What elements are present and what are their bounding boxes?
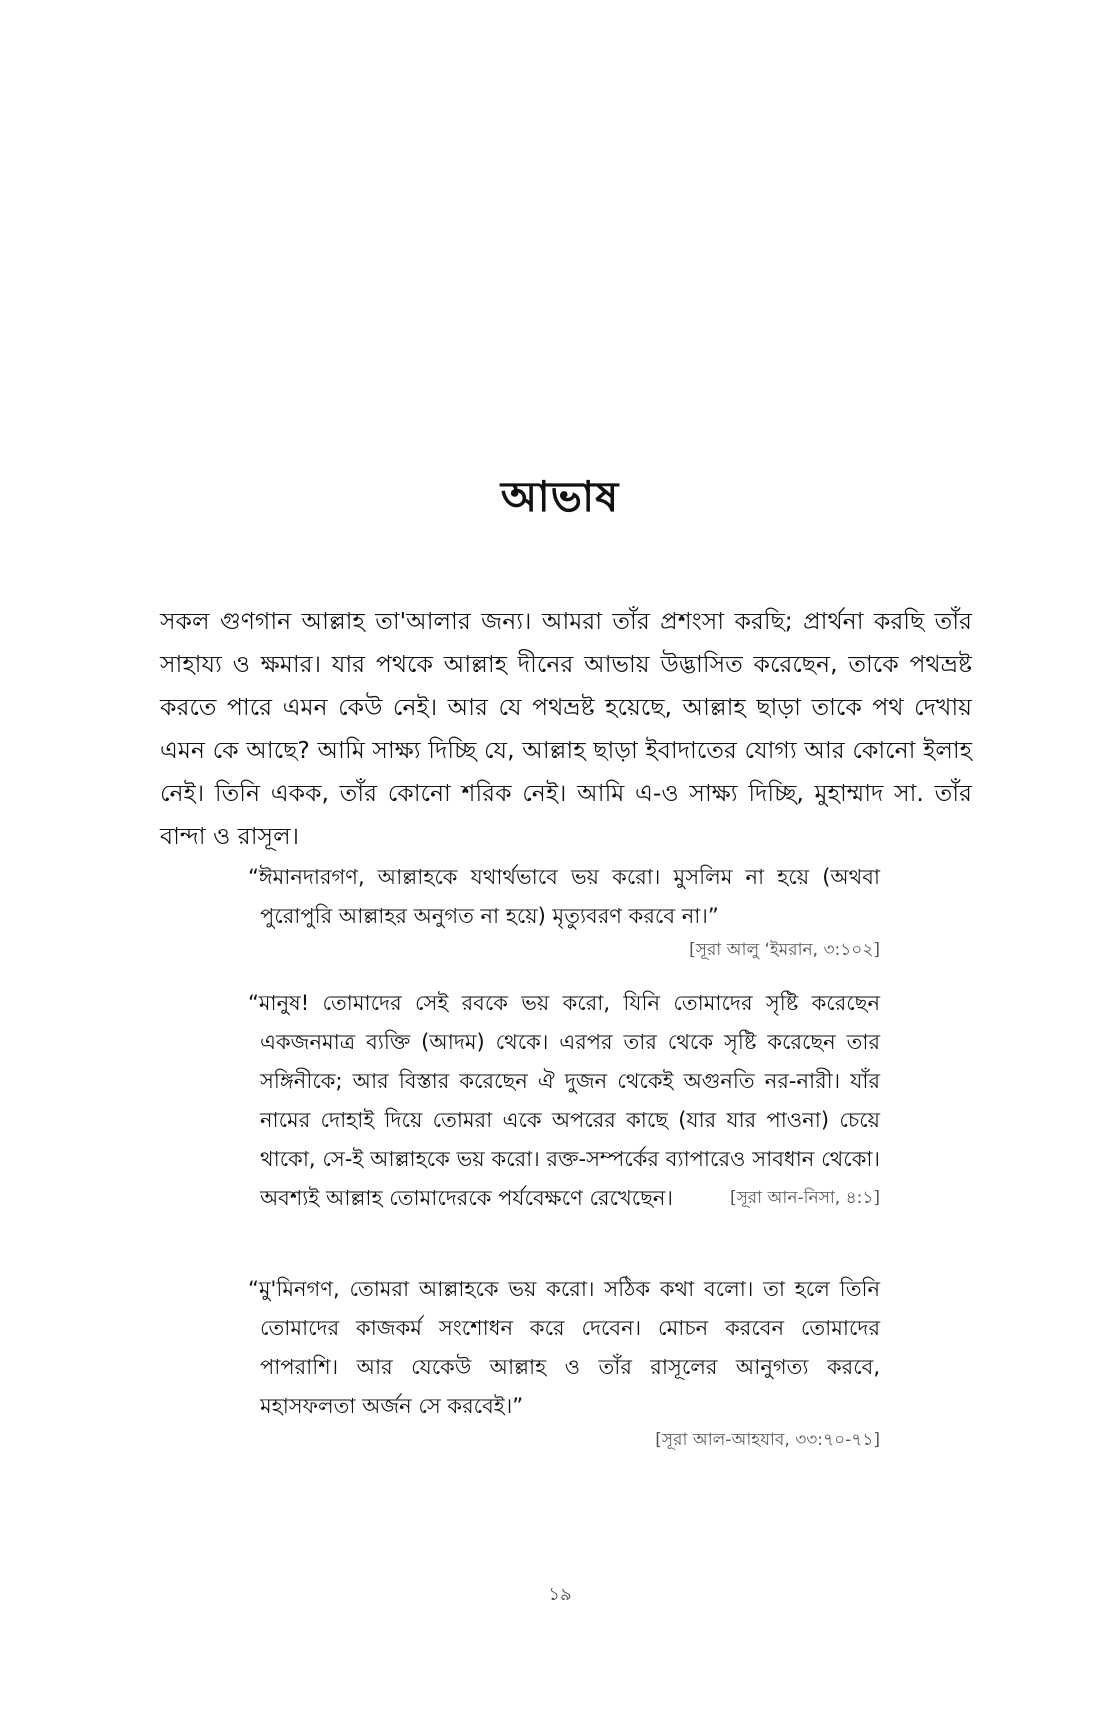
quote-block bbox=[248, 1270, 880, 1454]
page-number: ১৯ bbox=[548, 1584, 572, 1605]
quote-block bbox=[248, 858, 880, 964]
intro-paragraph: সকল গুণগান আল্লাহ তা'আলার জন্য। আমরা তাঁর প্রশংসা করছি; প্রার্থনা করছি তাঁর সাহায্য ও ক্ষমার। যার পথকে আল্লাহ দীনের আভায় উদ্ভাসিত করেছেন, তাকে পথভ্রষ্ট করতে পারে এমন কেউ নেই। আর যে পথভ্রষ্ট হয়েছে, আল্লাহ ছাড়া তাকে পথ দেখায় এমন কে আছে? আমি সাক্ষ্য দিচ্ছি যে, আল্লাহ ছাড়া ইবাদাতের যোগ্য আর কোনো ইলাহ নেই। তিনি একক, তাঁর কোনো শরিক নেই। আমি এ-ও সাক্ষ্য দিচ্ছি, মুহাম্মাদ সা. তাঁর বান্দা ও রাসূল। bbox=[160, 607, 972, 850]
quote-text bbox=[248, 984, 880, 1218]
chapter-title: আভাষ bbox=[500, 472, 620, 522]
quote-text: “মু'মিনগণ, তোমরা আল্লাহকে ভয় করো। সঠিক কথা বলো। তা হলে তিনি তোমাদের কাজকর্ম সংশোধন করে দেবেন। মোচন করবেন তোমাদের পাপরাশি। আর যেকেউ আল্লাহ ও তাঁর রাসূলের আনুগত্য করবে, মহাসফলতা অর্জন সে করবেই।” bbox=[248, 1277, 880, 1418]
quote-text-body: “মানুষ! তোমাদের সেই রবকে ভয় করো, যিনি তোমাদের সৃষ্টি করেছেন একজনমাত্র ব্যক্তি (আদম) থেকে। এরপর তার থেকে সৃষ্টি করেছেন তার সঙ্গিনীকে; আর বিস্তার করেছেন ঐ দুজন থেকেই অগুনতি নর-নারী। যাঁর নামের দোহাই দিয়ে তোমরা একে অপরের কাছে (যার যার পাওনা) চেয়ে থাকো, সে-ই আল্লাহকে ভয় করো। রক্ত-সম্পর্কের ব্যাপারেও সাবধান থেকো। অবশ্যই আল্লাহ তোমাদেরকে পর্যবেক্ষণে রেখেছেন। bbox=[248, 991, 880, 1210]
quote-reference: [সূরা আলু ‘ইমরান, ৩:১০২] bbox=[689, 940, 880, 960]
quote-reference: [সূরা আল-আহযাব, ৩৩:৭০-৭১] bbox=[655, 1430, 880, 1450]
quote-block bbox=[248, 984, 880, 1218]
quote-reference: [সূরা আন-নিসা, ৪:১] bbox=[729, 1188, 880, 1208]
quote-text: “ঈমানদারগণ, আল্লাহকে যথার্থভাবে ভয় করো। মুসলিম না হয়ে (অথবা পুরোপুরি আল্লাহর অনুগত না হয়ে) মৃত্যুবরণ করবে না।” bbox=[248, 865, 880, 928]
